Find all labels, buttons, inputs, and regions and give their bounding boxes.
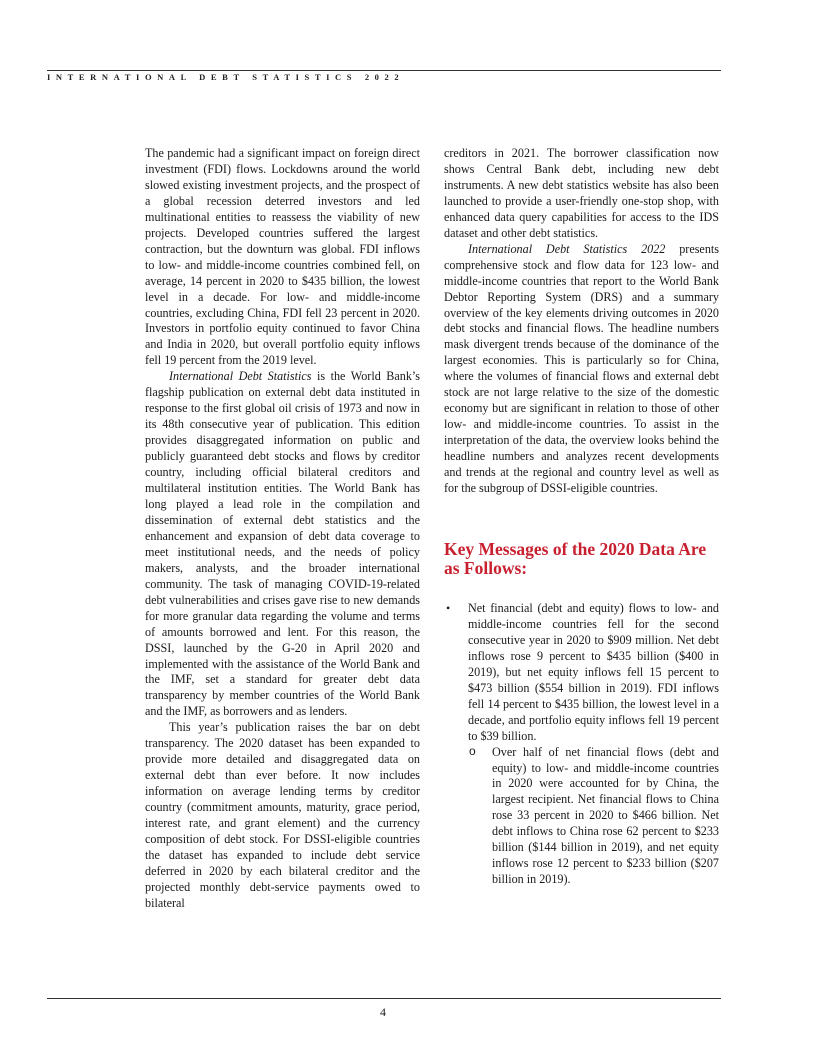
section-heading-key-messages: Key Messages of the 2020 Data Are as Follows: (444, 538, 707, 578)
list-item (444, 601, 719, 888)
paragraph-ids-2022 (444, 242, 719, 497)
publication-title: International Debt Statistics 2022 (468, 241, 666, 256)
footer-rule (47, 998, 721, 999)
paragraph-text: presents comprehensive stock and flow data for 123 low- and middle-income countries that report to the World Bank Debtor Reporting System (DRS) and a summary overview of the key elements driving outcomes in 2020 debt stocks and financial flows. The headline numbers mask divergent trends because of the dominance of the largest economies. This is particularly so for China, where the volumes of financial flows and external debt stock are not large relative to the size of the domestic economy but are significant in relation to those of other low- and middle-income countries. To assist in the interpretation of the data, the overview looks behind the headline numbers and analyzes recent developments and trends at the regional and country level as well as for the subgroup of DSSI-eligible countries. (444, 241, 719, 496)
bullet-text: Net financial (debt and equity) flows to low- and middle-income countries fell for the second consecutive year in 2020 to $909 million. Net debt inflows rose 9 percent to $435 billion ($400 in 2019), but net equity inflows fell 15 percent to $473 billion ($554 billion in 2019). FDI inflows fell 14 percent to $435 billion, the lowest level in a decade, and portfolio equity inflows fell 19 percent to $39 billion. (468, 600, 719, 743)
running-head: INTERNATIONAL DEBT STATISTICS 2022 (47, 70, 721, 82)
key-messages-list (444, 601, 719, 888)
paragraph-borrower-classification: creditors in 2021. The borrower classification now shows Central Bank debt, including new debt instruments. A new debt statistics website has also been launched to provide a user-friendly one-stop shop, with enhanced data query capabilities for access to the IDS dataset and other debt statistics. (444, 146, 719, 240)
right-column (444, 146, 719, 888)
paragraph-ids-flagship (145, 369, 420, 720)
left-column (145, 146, 420, 912)
page-number: 4 (380, 1005, 386, 1019)
sub-list (468, 745, 719, 889)
paragraph-fdi: The pandemic had a significant impact on foreign direct investment (FDI) flows. Lockdowns around the world slowed existing investment projects, and the prospect of a global recession deterred investors and led multinational entities to reassess the viability of new projects. Developed countries suffered the largest contraction, but the downturn was global. FDI inflows to low- and middle-income countries combined fell, on average, 14 percent in 2020 to $435 billion, the lowest level in a decade. For low- and middle-income countries, excluding China, FDI fell 23 percent in 2020. Investors in portfolio equity continued to favor China and India in 2020, but overall portfolio equity inflows fell 19 percent from the 2019 level. (145, 146, 420, 368)
publication-title: International Debt Statistics (169, 369, 312, 384)
paragraph-text: is the World Bank’s flagship publication on external debt data instituted in response to the first global oil crisis of 1973 and now in its 48th consecutive year of publication. This edition provides disaggregated information on public and publicly guaranteed debt stocks and flows by creditor country, including official bilateral creditors and multilateral institution entities. The World Bank has long played a lead role in the compilation and dissemination of external debt statistics and the enhancement and expansion of debt data coverage to meet institutional needs, and the needs of policy makers, analysts, and the broader international community. The task of managing COVID-19-related debt vulnerabilities and crises gave rise to new demands for more granular data regarding the volume and terms of amounts borrowed and lent. For this reason, the DSSI, launched by the G-20 in April 2020 and implemented with the assistance of the World Bank and the IMF, set a standard for greater debt data transparency by member countries of the World Bank and the IMF, as borrowers and as lenders. (145, 369, 420, 719)
sub-list-item: o Over half of net financial flows (debt and equity) to low- and middle-income countries in 2020 were accounted for by China, the largest recipient. Net financial flows to China rose 33 percent in 2020 to $466 billion. Net debt inflows to China rose 62 percent to $233 billion ($144 billion in 2019), and net equity inflows rose 12 percent to $233 billion ($207 billion in 2019). (468, 745, 719, 889)
paragraph-transparency: This year’s publication raises the bar on debt transparency. The 2020 dataset has been expanded to provide more detailed and disaggregated data on external debt than ever before. It now includes information on average lending terms by creditor country (commitment amounts, maturity, grace period, interest rate, and grant element) and the currency composition of debt stock. For DSSI-eligible countries the dataset has expanded to include debt service deferred in 2020 by each bilateral creditor and the projected monthly debt-service payments owed to bilateral (145, 720, 420, 910)
